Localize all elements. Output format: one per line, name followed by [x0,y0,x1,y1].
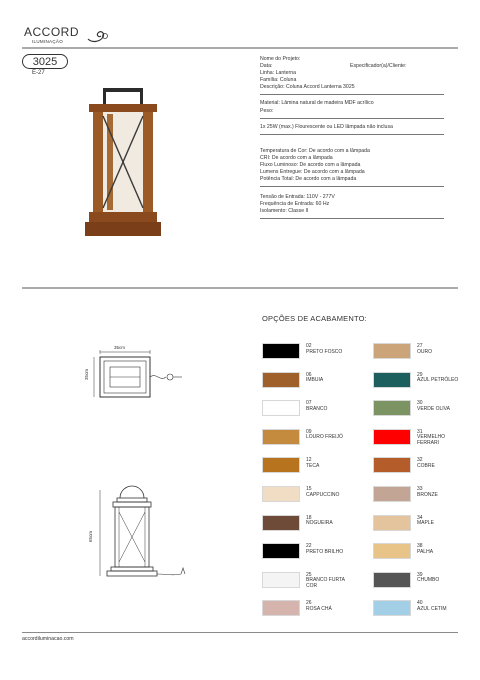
finish-code: 25 [306,571,312,578]
finish-name: PRETO FOSCO [306,348,343,355]
finish-swatch [262,343,300,359]
finish-label [306,458,319,469]
finish-swatch [262,400,300,416]
finish-name: BRANCO [306,405,328,412]
finish-label [417,601,447,612]
finish-label [306,344,342,355]
spec-weight: Peso: [260,108,274,114]
finish-label [417,573,439,584]
spec-family: Família: Coluna [260,77,297,83]
finish-name: CAPPUCCINO [306,491,340,498]
finish-code: 40 [417,600,423,607]
finish-swatch [262,457,300,473]
spec-insulation: Isolamento: Classe II [260,208,309,214]
finish-label [417,487,438,498]
finish-code: 33 [417,486,423,492]
spec-power: Potência Total: De acordo com a lâmpada [260,176,357,182]
finish-name: ROSA CHÁ [306,605,332,612]
swirl-logo-icon [86,29,108,43]
spec-line: Linha: Lanterna [260,70,297,76]
spec-divider [260,134,444,135]
finish-label [306,573,352,590]
finish-swatch [373,486,411,502]
product-socket: E-27 [32,70,45,76]
product-lantern-photo [85,88,161,240]
finish-code: 06 [306,371,312,378]
finish-code: 15 [306,486,312,492]
spec-frequency: Frequência de Entrada: 60 Hz [260,201,330,207]
spec-divider [260,186,444,187]
finish-label [306,601,332,612]
finish-label [417,344,432,355]
finish-label [306,430,343,441]
finish-name: NOGUEIRA [306,520,333,527]
finish-name: AZUL CETIM [417,605,447,612]
top-depth-dimension: 35cm [84,368,89,380]
finish-label [417,544,433,555]
spec-material: Material: Lâmina natural de madeira MDF acrílico [260,100,374,106]
finish-name: BRANCO FURTA COR [306,577,345,589]
finish-name: IMBUIA [306,377,324,384]
spec-divider [260,218,444,219]
spec-color-temp: Temperatura de Cor: De acordo com a lâmpada [260,148,370,154]
finish-code: 12 [306,457,312,464]
finish-swatch [373,429,411,445]
section-divider [22,287,458,289]
finish-label [306,544,343,555]
finish-label [417,458,435,469]
finish-name: PALHA [417,548,434,555]
finishes-title: OPÇÕES DE ACABAMENTO: [262,314,367,323]
finish-code: 18 [306,514,312,521]
finish-swatch [262,372,300,388]
finish-name: OURO [417,348,432,355]
finish-name: MAPLE [417,520,434,527]
spec-voltage: Tensão de Entrada: 110V - 277V [260,194,335,200]
product-code: 3025 [32,55,58,68]
spec-project-name: Nome do Projeto: [260,56,301,62]
finish-swatch [373,372,411,388]
finish-swatch [373,457,411,473]
finish-code: 27 [417,343,423,349]
brand-logo [24,25,104,47]
product-code-badge [22,54,68,69]
finish-swatch [373,543,411,559]
finish-name: TECA [306,462,320,469]
brand-name: ACCORD [24,25,80,39]
header-divider [22,47,458,49]
finish-swatch [262,600,300,616]
spec-cri: CRI: De acordo com a lâmpada [260,155,333,161]
finish-name: VERMELHO FERRARI [417,434,446,446]
finish-code: 34 [417,514,423,521]
finish-code: 32 [417,457,423,464]
finish-swatch [373,343,411,359]
finish-code: 02 [306,343,312,349]
finish-name: LOURO FREIJÓ [306,434,343,441]
finish-label [306,487,339,498]
finish-name: PRETO BRILHO [306,548,344,555]
finish-label [417,430,463,447]
spec-divider [260,94,444,95]
finish-swatch [262,429,300,445]
finish-name: COBRE [417,462,435,469]
spec-description: Descrição: Coluna Accord Lanterna 3025 [260,84,355,90]
front-view-drawing [95,482,195,582]
finish-name: BRONZE [417,491,438,498]
spec-date: Data: [260,63,273,69]
finish-swatch [262,515,300,531]
finish-code: 38 [417,543,423,550]
finish-code: 30 [417,400,423,407]
spec-specifier: Especificador(a)/Cliente: [350,63,407,69]
spec-divider [260,118,444,119]
finish-code: 26 [306,600,312,607]
finish-code: 31 [417,428,423,435]
finish-label [306,516,333,527]
spec-lamp: 1x 25W (max.) Flourescente ou LED lâmpada não inclusa [260,124,393,130]
finish-swatch [262,572,300,588]
spec-lumens: Lumens Entregue: De acordo com a lâmpada [260,169,365,175]
finish-code: 07 [306,400,312,407]
finish-code: 22 [306,543,312,550]
brand-tagline: ILUMINAÇÃO [32,39,64,44]
finish-label [306,373,323,384]
finish-label [417,516,434,527]
finish-swatch [262,486,300,502]
finish-name: AZUL PETRÓLEO [417,377,459,384]
top-width-dimension: 35cm [114,345,126,350]
finish-swatch [373,400,411,416]
finish-code: 09 [306,428,312,435]
spec-flux: Fluxo Luminoso: De acordo com a lâmpada [260,162,361,168]
finish-swatch [373,515,411,531]
top-view-drawing [90,350,190,405]
finish-name: VERDE OLIVA [417,405,450,412]
footer-divider [22,632,458,633]
finish-swatch [373,600,411,616]
height-dimension: 65cm [88,530,93,542]
finish-label [417,373,458,384]
footer-website: accordiluminacao.com [22,636,74,642]
finish-name: CHUMBO [417,577,440,584]
finish-swatch [373,572,411,588]
finish-swatch [262,543,300,559]
finish-code: 39 [417,571,423,578]
finish-code: 29 [417,371,423,378]
finish-label [306,401,327,412]
finish-label [417,401,450,412]
